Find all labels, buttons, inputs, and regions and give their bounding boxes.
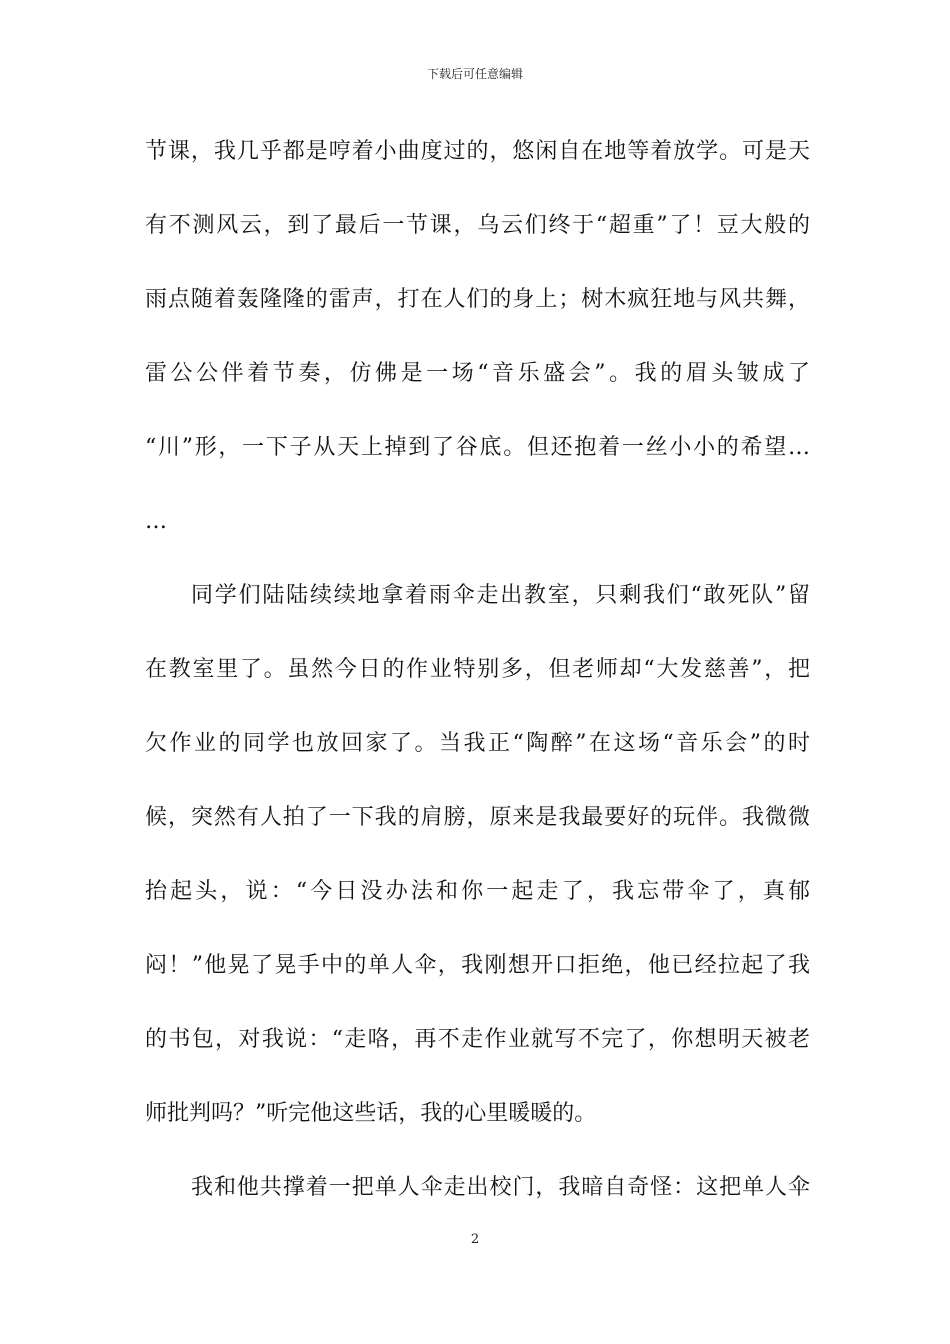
text-line: 在教室里了。虽然今日的作业特别多，但老师却“大发慈善”，把 — [145, 657, 810, 682]
text-line: 候，突然有人拍了一下我的肩膀，原来是我最要好的玩伴。我微微 — [145, 805, 810, 830]
text-line: 抬起头，说：“今日没办法和你一起走了，我忘带伞了，真郁 — [145, 879, 810, 904]
page-number: 2 — [470, 1232, 480, 1247]
text-line: 雨点随着轰隆隆的雷声，打在人们的身上；树木疯狂地与风共舞， — [145, 287, 810, 312]
text-line: 雷公公伴着节奏，仿佛是一场“音乐盛会”。我的眉头皱成了 — [145, 361, 810, 386]
page-header: 下载后可任意编辑 — [426, 67, 523, 81]
text-line: 师批判吗？”听完他这些话，我的心里暖暖的。 — [145, 1101, 597, 1126]
document-body — [145, 120, 810, 1230]
text-line: 闷！”他晃了晃手中的单人伞，我刚想开口拒绝，他已经拉起了我 — [145, 953, 810, 978]
text-line: 有不测风云，到了最后一节课，乌云们终于“超重”了！豆大般的 — [145, 213, 810, 238]
text-line: … — [145, 509, 167, 534]
text-line: 节课，我几乎都是哼着小曲度过的，悠闲自在地等着放学。可是天 — [145, 139, 810, 164]
text-line: 的书包，对我说：“走咯，再不走作业就写不完了，你想明天被老 — [145, 1027, 810, 1052]
paragraph-first-line: 同学们陆陆续续地拿着雨伞走出教室，只剩我们“敢死队”留 — [191, 583, 810, 608]
text-line: 欠作业的同学也放回家了。当我正“陶醉”在这场“音乐会”的时 — [145, 731, 810, 756]
paragraph-first-line: 我和他共撑着一把单人伞走出校门，我暗自奇怪：这把单人伞 — [191, 1175, 810, 1200]
text-line: “川”形，一下子从天上掉到了谷底。但还抱着一丝小小的希望… — [145, 435, 810, 460]
